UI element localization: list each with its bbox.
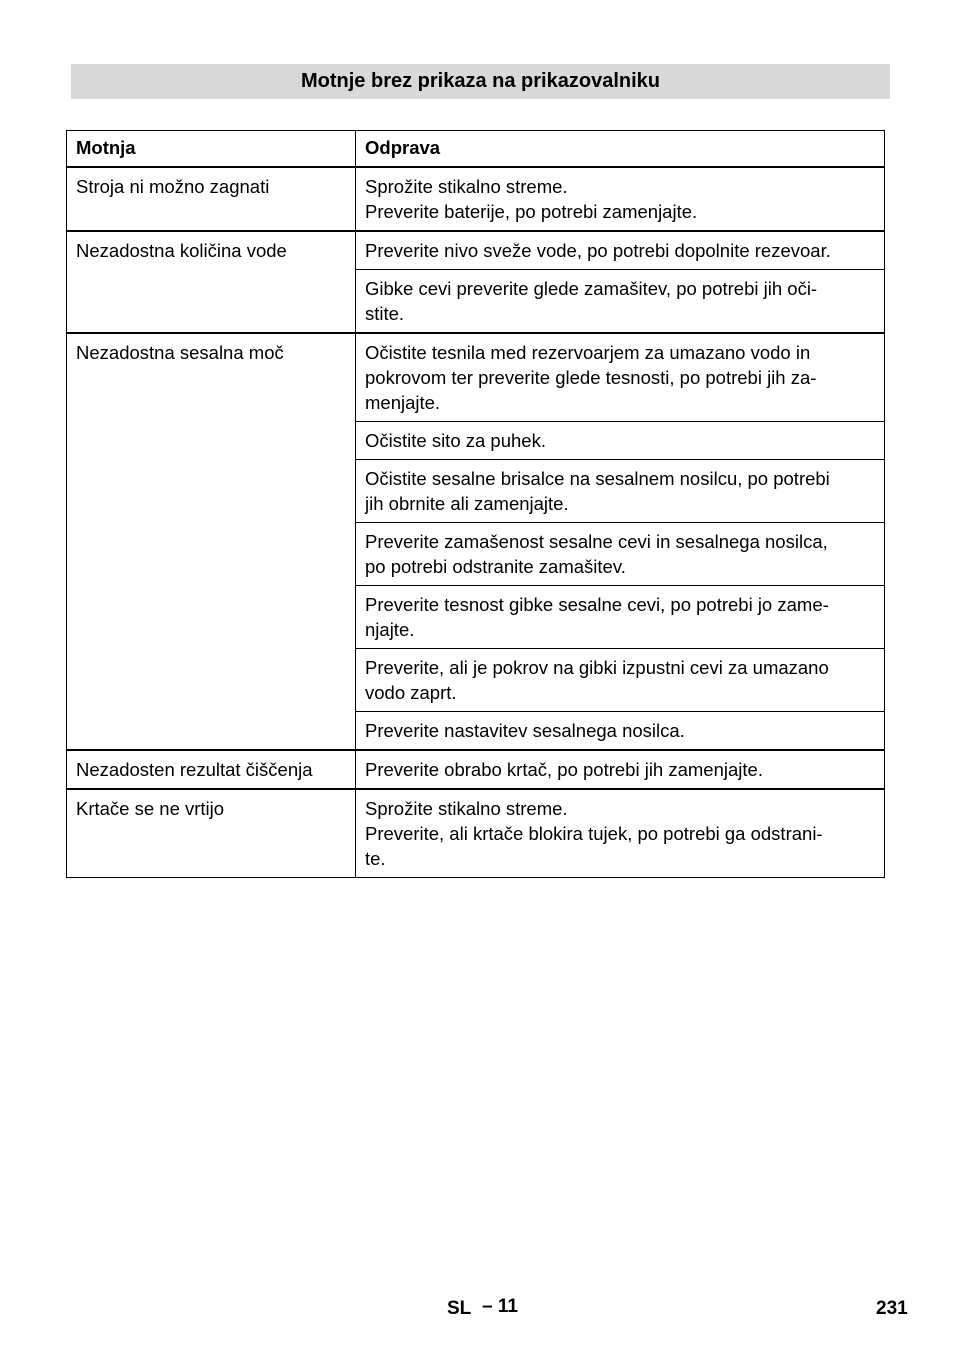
remedy-cell xyxy=(356,586,885,649)
remedy-line: menjajte. xyxy=(365,392,441,413)
table-row xyxy=(67,167,885,231)
table-row xyxy=(67,333,885,422)
fault-cell: Nezadosten rezultat čiščenja xyxy=(67,750,356,789)
remedy-cell xyxy=(356,167,885,231)
remedy-cell xyxy=(356,712,885,751)
remedy-line: stite. xyxy=(365,303,405,324)
fault-cell: Stroja ni možno zagnati xyxy=(67,167,356,231)
remedy-line: pokrovom ter preverite glede tesnosti, po potrebi jih za- xyxy=(365,367,817,388)
remedy-line: te. xyxy=(365,848,386,869)
remedy-line: Očistite sito za puhek. xyxy=(365,430,546,451)
remedy-line: Preverite nivo sveže vode, po potrebi dopolnite rezevoar. xyxy=(365,240,831,261)
table-row xyxy=(67,231,885,270)
remedy-line: Preverite baterije, po potrebi zamenjajte. xyxy=(365,201,698,222)
remedy-cell xyxy=(356,460,885,523)
remedy-cell xyxy=(356,750,885,789)
troubleshooting-table xyxy=(66,130,885,878)
table-body xyxy=(67,167,885,878)
remedy-line: Preverite zamašenost sesalne cevi in sesalnega nosilca, xyxy=(365,531,828,552)
column-header-fault: Motnja xyxy=(67,131,356,168)
remedy-line: njajte. xyxy=(365,619,415,640)
remedy-cell xyxy=(356,333,885,422)
remedy-line: vodo zaprt. xyxy=(365,682,457,703)
remedy-cell xyxy=(356,523,885,586)
column-header-remedy: Odprava xyxy=(356,131,885,168)
remedy-line: Gibke cevi preverite glede zamašitev, po potrebi jih oči- xyxy=(365,278,818,299)
remedy-line: Preverite obrabo krtač, po potrebi jih zamenjajte. xyxy=(365,759,763,780)
footer-section-page: – 11 xyxy=(482,1296,518,1317)
remedy-line: Preverite nastavitev sesalnega nosilca. xyxy=(365,720,685,741)
footer-page-number: 231 xyxy=(876,1298,908,1319)
remedy-cell xyxy=(356,270,885,334)
section-title-text: Motnje brez prikaza na prikazovalniku xyxy=(301,70,660,92)
remedy-line: Očistite sesalne brisalce na sesalnem nosilcu, po potrebi xyxy=(365,468,830,489)
fault-cell: Krtače se ne vrtijo xyxy=(67,789,356,878)
remedy-line: jih obrnite ali zamenjajte. xyxy=(365,493,569,514)
remedy-line: po potrebi odstranite zamašitev. xyxy=(365,556,626,577)
table-row xyxy=(67,789,885,878)
remedy-cell xyxy=(356,231,885,270)
remedy-line: Sprožite stikalno streme. xyxy=(365,176,568,197)
section-title xyxy=(71,64,890,99)
remedy-line: Sprožite stikalno streme. xyxy=(365,798,568,819)
table-row xyxy=(67,750,885,789)
fault-cell: Nezadostna količina vode xyxy=(67,231,356,333)
remedy-cell xyxy=(356,649,885,712)
footer-language: SL xyxy=(447,1298,472,1319)
table-header-row xyxy=(67,131,885,168)
remedy-cell xyxy=(356,789,885,878)
remedy-line: Očistite tesnila med rezervoarjem za umazano vodo in xyxy=(365,342,811,363)
fault-cell: Nezadostna sesalna moč xyxy=(67,333,356,750)
remedy-cell xyxy=(356,422,885,460)
remedy-line: Preverite, ali krtače blokira tujek, po potrebi ga odstrani- xyxy=(365,823,823,844)
remedy-line: Preverite, ali je pokrov na gibki izpustni cevi za umazano xyxy=(365,657,829,678)
remedy-line: Preverite tesnost gibke sesalne cevi, po potrebi jo zame- xyxy=(365,594,829,615)
